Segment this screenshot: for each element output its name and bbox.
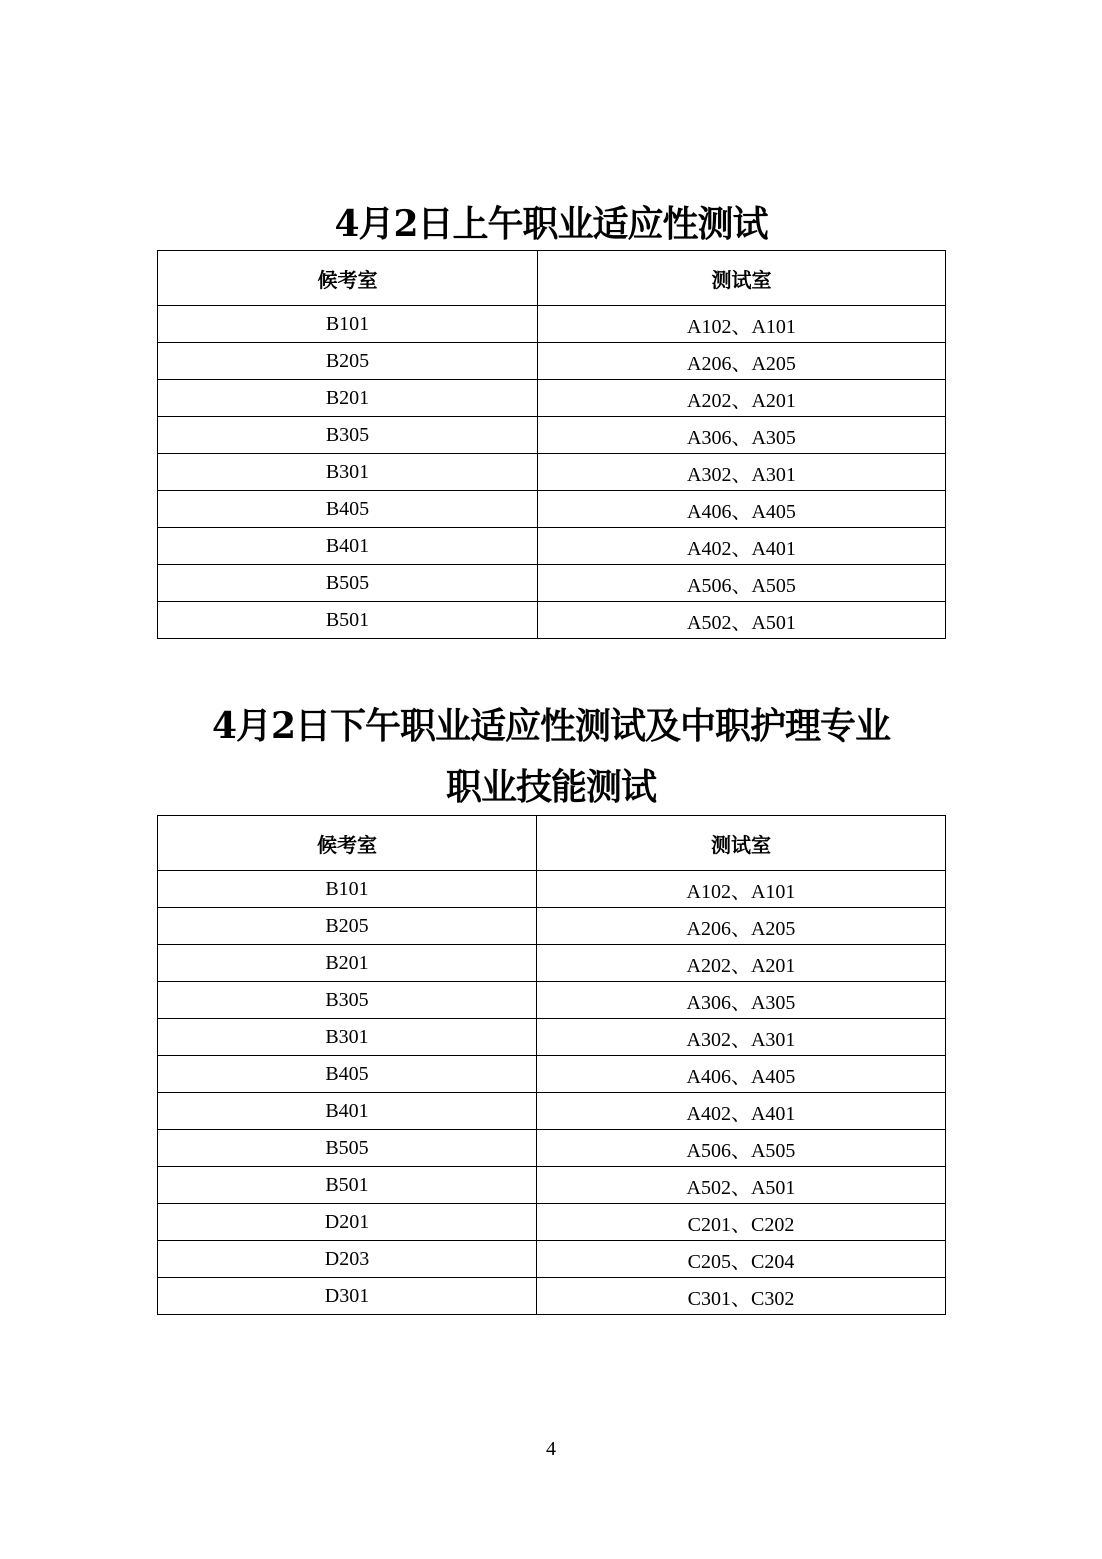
table-row	[158, 1204, 946, 1241]
section1-title: 4月2日上午职业适应性测试	[334, 203, 768, 245]
table-header-row	[158, 251, 946, 306]
table-row	[158, 306, 946, 343]
waiting-room-cell: B205	[158, 343, 538, 380]
test-room-cell: A302、A301	[537, 1019, 946, 1056]
table-row	[158, 380, 946, 417]
waiting-room-cell: B405	[158, 1056, 537, 1093]
table-row	[158, 908, 946, 945]
waiting-room-cell: B401	[158, 528, 538, 565]
table-row	[158, 343, 946, 380]
test-room-cell: A306、A305	[537, 982, 946, 1019]
table-row	[158, 1130, 946, 1167]
waiting-room-cell: B305	[158, 417, 538, 454]
waiting-room-cell: B305	[158, 982, 537, 1019]
section2-title-line1: 4月2日下午职业适应性测试及中职护理专业	[211, 705, 891, 747]
morning-room-table	[157, 250, 946, 639]
test-room-cell: C201、C202	[537, 1204, 946, 1241]
page-number: 4	[546, 1438, 556, 1460]
waiting-room-cell: B405	[158, 491, 538, 528]
test-room-cell: A502、A501	[537, 1167, 946, 1204]
waiting-room-cell: B101	[158, 871, 537, 908]
header-test-room: 测试室	[537, 816, 946, 871]
waiting-room-cell: D301	[158, 1278, 537, 1315]
table-row	[158, 945, 946, 982]
test-room-cell: A506、A505	[537, 1130, 946, 1167]
waiting-room-cell: D203	[158, 1241, 537, 1278]
table-row	[158, 1241, 946, 1278]
test-room-cell: A206、A205	[538, 343, 946, 380]
test-room-cell: A102、A101	[538, 306, 946, 343]
table-row	[158, 454, 946, 491]
waiting-room-cell: B201	[158, 380, 538, 417]
table-row	[158, 1278, 946, 1315]
table-row	[158, 1093, 946, 1130]
waiting-room-cell: B301	[158, 454, 538, 491]
test-room-cell: A406、A405	[538, 491, 946, 528]
table-row	[158, 1019, 946, 1056]
waiting-room-cell: B401	[158, 1093, 537, 1130]
table-row	[158, 1167, 946, 1204]
test-room-cell: C205、C204	[537, 1241, 946, 1278]
test-room-cell: A102、A101	[537, 871, 946, 908]
test-room-cell: A502、A501	[538, 602, 946, 639]
waiting-room-cell: B205	[158, 908, 537, 945]
waiting-room-cell: B505	[158, 1130, 537, 1167]
table-row	[158, 602, 946, 639]
test-room-cell: A402、A401	[537, 1093, 946, 1130]
waiting-room-cell: B301	[158, 1019, 537, 1056]
waiting-room-cell: B505	[158, 565, 538, 602]
section2-title-line2: 职业技能测试	[445, 766, 656, 808]
test-room-cell: A202、A201	[538, 380, 946, 417]
test-room-cell: A306、A305	[538, 417, 946, 454]
test-room-cell: A406、A405	[537, 1056, 946, 1093]
table-row	[158, 528, 946, 565]
waiting-room-cell: B201	[158, 945, 537, 982]
table-row	[158, 871, 946, 908]
test-room-cell: A506、A505	[538, 565, 946, 602]
header-waiting-room: 候考室	[158, 816, 537, 871]
table-row	[158, 565, 946, 602]
test-room-cell: A202、A201	[537, 945, 946, 982]
test-room-cell: A402、A401	[538, 528, 946, 565]
test-room-cell: A206、A205	[537, 908, 946, 945]
table-row	[158, 1056, 946, 1093]
table-row	[158, 491, 946, 528]
waiting-room-cell: B501	[158, 602, 538, 639]
afternoon-room-table	[157, 815, 946, 1315]
table-row	[158, 417, 946, 454]
waiting-room-cell: D201	[158, 1204, 537, 1241]
waiting-room-cell: B101	[158, 306, 538, 343]
table-row	[158, 982, 946, 1019]
test-room-cell: A302、A301	[538, 454, 946, 491]
waiting-room-cell: B501	[158, 1167, 537, 1204]
table-header-row	[158, 816, 946, 871]
header-waiting-room: 候考室	[158, 251, 538, 306]
test-room-cell: C301、C302	[537, 1278, 946, 1315]
header-test-room: 测试室	[538, 251, 946, 306]
